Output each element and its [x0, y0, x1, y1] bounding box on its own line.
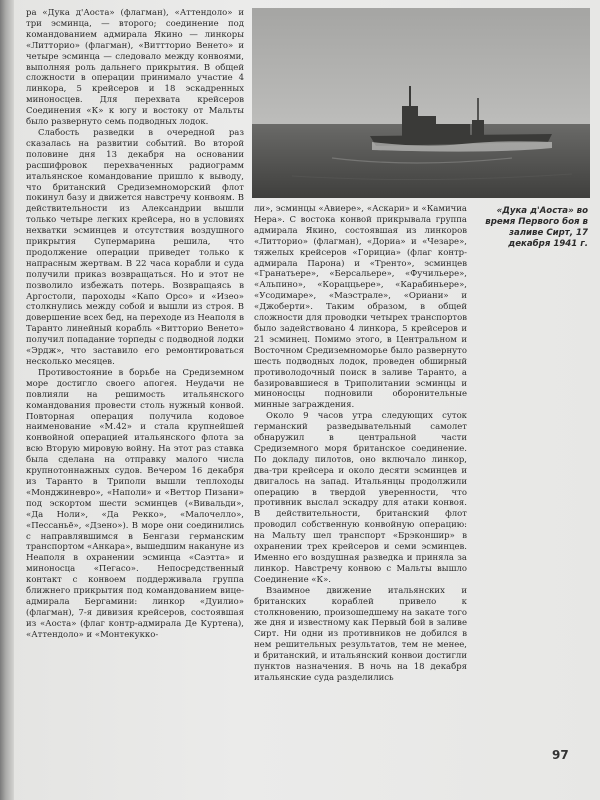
page-binding-shadow	[0, 0, 14, 800]
paragraph: Взаимное движение итальянских и британских кораблей привело к столкновению, произошедшему на закате того же дня и известному как Первый бой в заливе Сирт. Ни одни из противников не добился в нем решительных результатов, тем не менее, и британский, и итальянский конвои достигли пунктов назначения. В ночь на 18 декабря итальянские суда разделились	[254, 585, 467, 683]
paragraph: ли», эсминцы «Авиере», «Аскари» и «Камичиа Нера». С востока конвой прикрывала группа адмирала Якино, состоявшая из линкоров «Литторио» (флагман), «Дориа» и «Чезаре», тяжелых крейсеров «Горициа» (флаг контр-адмирала Парона) и «Тренто», эсминцев «Гранатьере», «Берсальере», «Фучильере», «Альпино», «Кораццьере», «Карабиньере», «Усодимаре», «Маэстрале», «Ориани» и «Джоберти». Таким образом, в общей сложности для проводки четырех транспортов было задействовано 4 линкора, 5 крейсеров и 21 эсминец. Помимо этого, в Центральном и Восточном Средиземноморье было развернуто шесть подводных лодок, проведен обширный противолодочный поиск в заливе Таранто, а базировавшиеся в Триполитании эсминцы и миноносцы подновили оборонительные минные заграждения.	[254, 204, 467, 411]
paragraph: Слабость разведки в очередной раз сказалась на развитии событий. Во второй половине дня 13 декабря на основании расшифровок перехваченных радиограмм итальянское командование пришло к выводу, что британский Средиземноморский флот покинул базу и движется навстречу конвоям. В действительности из Александрии вышли только четыре легких крейсера, но в условиях нехватки эсминцев и отсутствия воздушного прикрытия Супермарина решила, что продолжение операции приведет только к напрасным жертвам. В 22 часа корабли и суда получили приказ возвращаться. Но и этот не позволило избежать потерь. Возвращаясь в Аргостоли, пароходы «Капо Орсо» и «Изео» столкнулись между собой и вышли из строя. В довершение всех бед, на переходе из Неаполя в Таранто линейный корабль «Витторио Венето» получил попадание торпеды с подводной лодки «Эрдж», что заставило его ремонтироваться несколько месяцев.	[26, 127, 244, 367]
cruiser-photo-illustration	[252, 8, 590, 198]
ship-photo	[252, 8, 590, 198]
text-column-left	[26, 8, 244, 641]
paragraph: Около 9 часов утра следующих суток германский разведывательный самолет обнаружил в центральной части Средиземного моря британское соединение. По докладу пилотов, оно включало линкор, два-три крейсера и около десяти эсминцев и двигалось на запад. Итальянцы продолжили операцию в твердой уверенности, что противник выслал эскадру для атаки конвоя. В действительности, британский флот проводил собственную конвойную операцию: на Мальту шел транспорт «Брэконшир» в охранении трех крейсеров и семи эсминцев. Именно его воздушная разведка и приняла за линкор. Навстречу конвою с Мальты вышло Соединение «К».	[254, 411, 467, 585]
text-column-middle	[254, 204, 467, 684]
page-number: 97	[552, 748, 569, 762]
paragraph: ра «Дука д'Аоста» (флагман), «Аттендоло» и три эсминца, — второго; соединение под командованием адмирала Якино — линкоры «Литторио» (флагман), «Виттторио Венето» и четыре эсминца — следовало между конвоями, выполняя роль дальнего прикрытия. В общей сложности в операции принимало участие 4 линкора, 5 крейсеров и 18 эскадренных миноносцев. Для перехвата крейсеров Соединения «К» к югу и востоку от Мальты было развернуто семь подводных лодок.	[26, 8, 244, 128]
paragraph: Противостояние в борьбе на Средиземном море достигло своего апогея. Неудачи не повлияли на решимость итальянского командования провести столь нужный конвой. Повторная операция получила кодовое наименование «М.42» и стала крупнейшей конвойной операцией итальянского флота за всю Вторую мировую войну. На этот раз ставка была сделана на отправку малого числа крупнотоннажных судов. Вечером 16 декабря из Таранто в Триполи вышли теплоходы «Монджиневро», «Наполи» и «Веттор Пизани» под эскортом шести эсминцев («Вивальди», «Да Ноли», «Да Рекко», «Малочелло», «Пессаньё», «Дзено»). В море они соединились с направлявшимся в Бенгази германским транспортом «Анкара», вышедшим накануне из Неаполя в охранении эсминца «Саэтта» и миноносца «Пегасо». Непосредственный контакт с конвоем поддерживала группа ближнего прикрытия под командованием вице-адмирала Бергамини: линкор «Дуилио» (флагман), 7-я дивизия крейсеров, состоявшая из «Аоста» (флаг контр-адмирала Де Куртена), «Аттендоло» и «Монтекукко-	[26, 367, 244, 640]
photo-caption: «Дука д'Аоста» во время Первого боя в заливе Сирт, 17 декабря 1941 г.	[485, 206, 588, 249]
